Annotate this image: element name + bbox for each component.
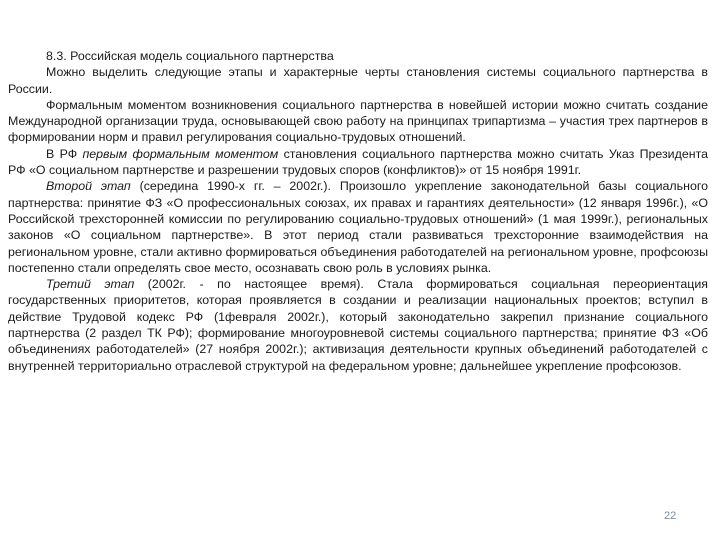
first-stage-text: становления социального партнерства можно считать Указ Президента РФ «О социальном партнерстве и разрешении трудовых споров (конфликтов)» от 15 ноября 1991г. (8, 146, 708, 178)
paragraph-second-stage (8, 178, 708, 276)
slide-text-block (8, 48, 708, 374)
first-stage-lead: В РФ (46, 146, 83, 161)
paragraph-intro: Можно выделить следующие этапы и характерные черты становления системы социального партнерства в России. (8, 65, 708, 96)
second-stage-text: (середина 1990-х гг. – 2002г.). Произошло укрепление законодательной базы социального партнерства: принятие ФЗ «О профессиональных союзах, их правах и гарантиях деятельности» (12 января 1996г.), «О Российской трехсторонней комиссии по регулированию социально-трудовых отношений» (1 мая 1999г.), региональных законов «О социальном партнерстве». В этот период стали развиваться трехсторонние взаимодействия на региональном уровне, стали активно формироваться объединения работодателей на региональном уровне, профсоюзы постепенно стали определять свое место, осознавать свою роль в условиях рынка. (8, 179, 708, 275)
second-stage-emphasis: Второй этап (46, 179, 131, 194)
paragraph-formal-moment: Формальным моментом возникновения социального партнерства в новейшей истории можно считать создание Международной организации труда, основывающей свою работу на принципах трипартизма – участия трех партнеров в формировании норм и правил регулирования социально-трудовых отношений. (8, 97, 708, 145)
page-number: 22 (664, 510, 677, 522)
third-stage-text: (2002г. - по настоящее время). Стала формироваться социальная переориентация государственных приоритетов, которая проявляется в создании и реализации национальных проектов; вступил в действие Трудовой кодекс РФ (1февраля 2002г.), который законодательно закрепил признание социального партнерства (2 раздел ТК РФ); формирование многоуровневой системы социального партнерства; принятие ФЗ «Об объединениях работодателей» (27 ноября 2002г.); активизация деятельности крупных объединений работодателей с внутренней территориально отраслевой структурой на федеральном уровне; дальнейшее укрепление профсоюзов. (8, 277, 708, 373)
third-stage-emphasis: Третий этап (46, 277, 135, 292)
first-stage-emphasis: первым формальным моментом (82, 146, 279, 161)
paragraph-first-stage (8, 146, 708, 179)
paragraph-third-stage (8, 276, 708, 374)
section-title: 8.3. Российская модель социального партнерства (46, 49, 334, 63)
